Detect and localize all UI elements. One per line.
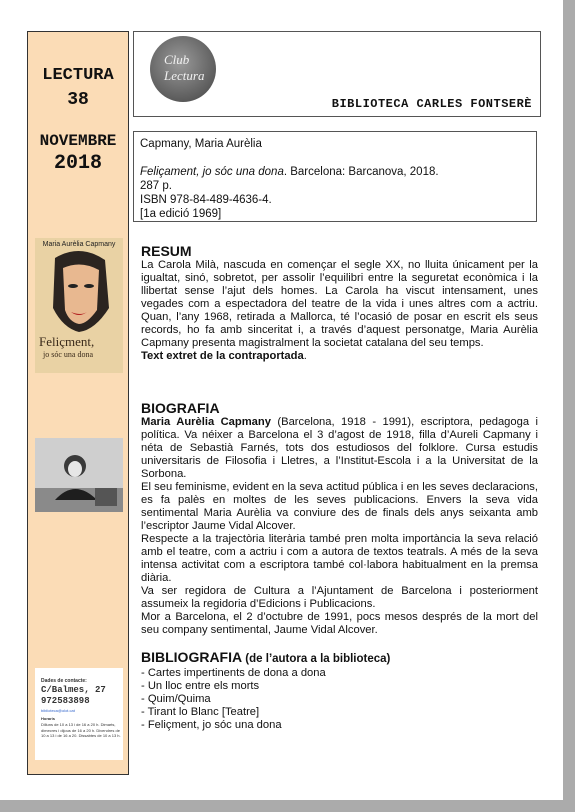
lectura-label: LECTURA <box>42 66 114 85</box>
header-box <box>133 31 541 117</box>
month-label: NOVEMBRE <box>39 132 117 150</box>
bio-author-name: Maria Aurèlia Capmany <box>141 416 271 428</box>
cover-title: Feliçment, <box>39 334 95 349</box>
list-item: - Tirant lo Blanc [Teatre] <box>141 706 260 718</box>
hours-label: Horaris <box>41 716 56 721</box>
bibliographic-reference <box>133 131 537 222</box>
library-name: BIBLIOTECA CARLES FONTSERÈ <box>331 97 532 111</box>
list-item: - Feliçment, jo sóc una dona <box>141 719 282 731</box>
contact-card <box>35 668 123 760</box>
bio-p1-text: (Barcelona, 1918 - 1991), escriptora, pedagoga i política. Va néixer a Barcelona el 3 d’agost de 1918, filla d’Aureli Capmany i néta de Sebastià Farnés, tots dos estudiosos del folklore. Cursa estudis universitaris de Filosofia i Lletres, a l’Institut-Escola i a la Universitat de la Sorbona. <box>141 416 538 480</box>
list-item: - Quim/Quima <box>141 693 211 705</box>
resum-source: Text extret de la contraportada <box>141 350 304 362</box>
author-photo <box>35 438 123 512</box>
contact-label: Dades de contacte: <box>41 678 87 684</box>
ref-title: Feliçament, jo sóc una dona <box>140 166 284 178</box>
resum-heading: RESUM <box>141 243 192 259</box>
page-shadow-bottom <box>0 800 575 812</box>
resum-source-end: . <box>303 350 307 362</box>
lectura-number: 38 <box>67 90 89 110</box>
page-shadow-right <box>563 0 575 812</box>
book-cover-image <box>35 238 123 373</box>
club-lectura-logo-icon <box>150 36 216 102</box>
bio-paragraph-4: Va ser regidora de Cultura a l’Ajuntament de Barcelona i posteriorment assumeix la regidoria d’Edicions i Publicacions. <box>141 585 538 610</box>
bio-paragraph-5: Mor a Barcelona, el 2 d’octubre de 1991, pocs mesos després de la mort del seu company sentimental, Jaume Vidal Alcover. <box>141 611 538 636</box>
bibliografia-heading-line <box>141 649 538 667</box>
hours-text: Dilluns de 10 a 13 i de 16 a 20 h. Dimarts, dimecres i dijous de 16 a 20 h. Divendres de 10 a 13 i de 16 a 20. Dissabtes de 10 a 13 h. <box>41 722 121 738</box>
bibliografia-list <box>141 667 538 732</box>
bio-paragraph-1 <box>141 416 538 481</box>
year-label: 2018 <box>53 152 102 175</box>
resum-text: La Carola Milà, nascuda en començar el segle XX, no lluita únicament per la igualtat, sinó, sobretot, per assolir l’equilibri entre la seguretat econòmica i la llibertat sense l’ajut dels homes. La Carola ha viscut intensament, unes vegades com a espectadora del teatre de la vida i unes altres com a actriu. Quan, l’any 1968, retirada a Mallorca, té l’ocasió de posar en escrit els seus records, ho fa amb sinceritat i, a través d’aquest personatge, Maria Aurèlia Capmany presenta magistralment la societat catalana del seu temps. <box>141 259 538 349</box>
ref-author: Capmany, Maria Aurèlia <box>140 138 262 150</box>
list-item: - Cartes impertinents de dona a dona <box>141 667 326 679</box>
cover-subtitle: jo sóc una dona <box>43 350 93 359</box>
ref-place: . Barcelona: <box>283 166 349 178</box>
ref-pages: 287 p. <box>140 180 172 192</box>
biografia-section <box>141 400 538 637</box>
bibliografia-heading: BIBLIOGRAFIA <box>141 649 243 665</box>
contact-address: C/Balmes, 27 <box>41 685 106 695</box>
bio-paragraph-2: El seu feminisme, evident en la seva actitud pública i en les seves declaracions, es fa palès en moltes de les seves publicacions. Envers la seva vida sentimental Maria Aurèlia va conviure des de finals dels anys seixanta amb l’escriptor Jaume Vidal Alcover. <box>141 481 538 532</box>
author-photo-drawing <box>35 438 123 512</box>
bibliografia-subheading: (de l’autora a la biblioteca) <box>242 653 391 665</box>
biografia-heading: BIOGRAFIA <box>141 400 220 416</box>
bibliografia-section <box>141 649 538 732</box>
logo-text: Club Lectura <box>164 52 205 83</box>
ref-publisher: Barcanova, 2018. <box>348 166 439 178</box>
contact-phone: 972583898 <box>41 696 90 706</box>
bio-paragraph-3: Respecte a la trajectòria literària també pren molta importància la seva relació amb el teatre, com a actriu i com a autora de textos teatrals. A més de la seva intensa activitat com a escriptora també col·labora habitualment en la premsa diària. <box>141 533 538 584</box>
contact-email[interactable]: biblioteca@olot.cat <box>41 708 75 713</box>
ref-edition: [1a edició 1969] <box>140 208 222 220</box>
ref-isbn: ISBN 978-84-489-4636-4. <box>140 194 272 206</box>
cover-author: Maria Aurèlia Capmany <box>42 241 116 248</box>
sidebar <box>27 31 129 775</box>
resum-section <box>141 243 538 363</box>
ref-title-line <box>140 165 439 179</box>
resum-source-line <box>141 350 538 363</box>
list-item: - Un lloc entre els morts <box>141 680 260 692</box>
